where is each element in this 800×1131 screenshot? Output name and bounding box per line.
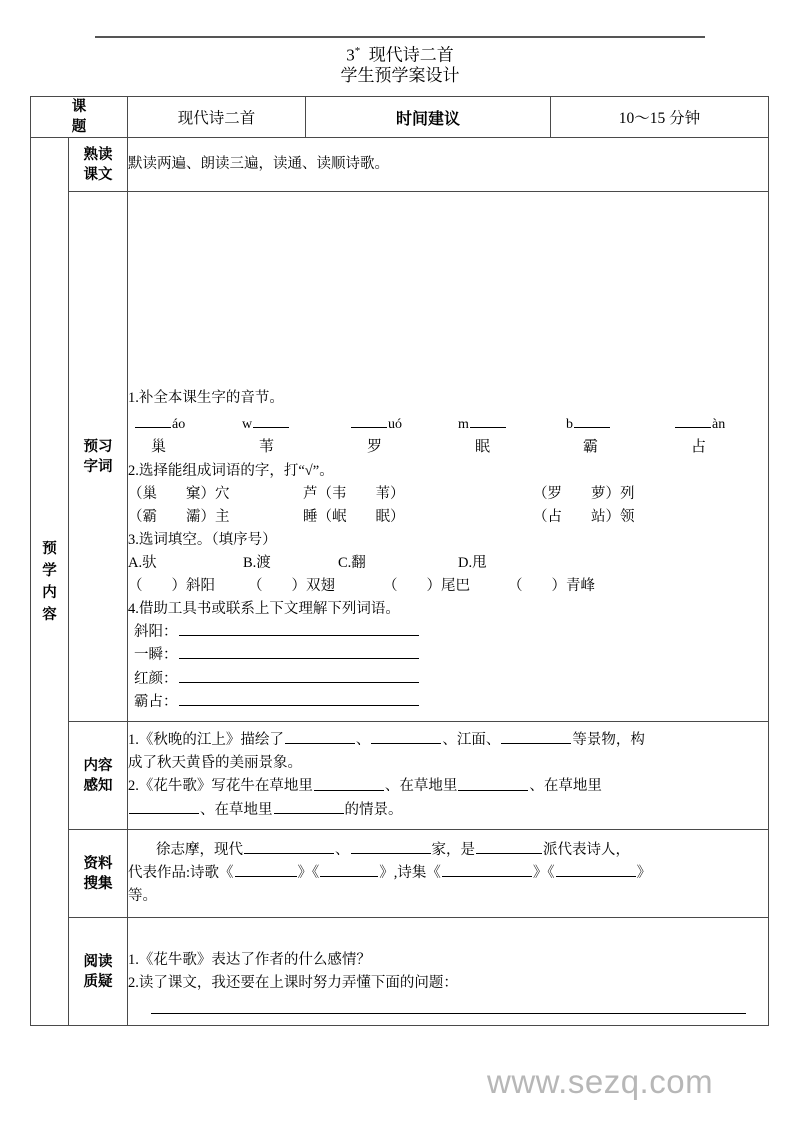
comp-q1-part-b: 、	[355, 732, 371, 749]
q4-word-1: 斜阳：	[134, 624, 178, 641]
section-label-read-aloud	[69, 138, 128, 192]
vocabulary-label-2: 字词	[83, 458, 113, 475]
q3-blank-3[interactable]: （ ）尾巴	[383, 578, 470, 594]
q2-r1-c2: 芦（韦 苇）	[303, 486, 405, 502]
materials-line-2	[128, 862, 768, 885]
comp-q2-blank-4[interactable]	[274, 799, 344, 814]
section-label-materials	[69, 830, 128, 918]
read-aloud-text: 默读两遍、朗读三遍，读通、读顺诗歌。	[128, 156, 389, 172]
questioning-answer-blank[interactable]	[151, 999, 746, 1014]
comp-q1-part-c: 、江面、	[442, 732, 501, 749]
table-row-materials	[31, 830, 769, 918]
comprehension-label-1: 内容	[83, 757, 113, 774]
vlabel-char-3: 内	[42, 584, 57, 601]
pinyin-item-6: àn	[674, 413, 725, 436]
q3-blank-4[interactable]: （ ）青峰	[508, 578, 595, 594]
materials-content	[128, 830, 769, 918]
section-label-questioning	[69, 918, 128, 1026]
comprehension-content	[128, 722, 769, 830]
lesson-number: 3	[346, 45, 355, 65]
table-row-read-aloud	[31, 138, 769, 192]
q2-r2-c1: （霸 灞）主	[128, 509, 230, 525]
questioning-label-1: 阅读	[83, 953, 113, 970]
comp-q2-part-d: 、在草地里	[200, 801, 273, 818]
vocab-q4-line-3	[128, 667, 768, 690]
read-aloud-label-1: 熟读	[83, 146, 113, 163]
comp-q2-part-e: 的情景。	[344, 801, 403, 818]
mat-l2-part-b: 》《	[297, 865, 320, 882]
comprehension-q2-cont	[128, 799, 768, 822]
topic-label-char-1: 课	[71, 99, 87, 115]
comp-q2-blank-1[interactable]	[314, 775, 384, 790]
q3-blank-2[interactable]: （ ）双翅	[248, 578, 335, 594]
vocabulary-content	[128, 192, 769, 722]
mat-l2-part-e: 》	[636, 865, 652, 882]
pinyin-item-1: áo	[134, 413, 185, 436]
q4-answer-blank-4[interactable]	[179, 691, 419, 706]
q3-option-b: B.渡	[243, 555, 271, 571]
hanzi-item-4: 眠	[475, 439, 491, 455]
comp-q1-blank-2[interactable]	[371, 729, 441, 744]
mat-l1-part-b: 、	[335, 842, 350, 858]
vocab-q3-blanks	[128, 575, 768, 598]
vocab-q3-options	[128, 552, 768, 575]
q4-word-4: 霸占：	[134, 693, 178, 710]
read-aloud-label-2: 课文	[83, 166, 113, 183]
header-rule	[95, 36, 705, 38]
q4-answer-blank-1[interactable]	[179, 621, 419, 636]
pinyin-item-2: w	[242, 413, 290, 436]
q2-r2-c3: （占 站）领	[533, 509, 635, 525]
comp-q1-part-a: 1.《秋晚的江上》描绘了	[128, 732, 284, 749]
questioning-answer-line-wrap	[128, 995, 768, 1022]
mat-blank-2[interactable]	[351, 839, 431, 854]
vocabulary-label-1: 预习	[83, 438, 113, 455]
materials-line-1	[128, 839, 768, 862]
vlabel-char-4: 容	[42, 606, 57, 623]
vertical-label-stack	[31, 538, 68, 626]
comprehension-q1-cont: 成了秋天黄昏的美丽景象。	[128, 755, 302, 772]
mat-l2-part-c: 》,诗集《	[379, 865, 441, 882]
vlabel-char-1: 预	[42, 540, 57, 557]
pinyin-syllable-row	[128, 412, 768, 436]
topic-value-cell: 现代诗二首	[128, 97, 306, 138]
mat-l1-part-c: 家，是	[431, 842, 475, 858]
q3-option-a: A.驮	[128, 555, 157, 571]
vocabulary-top-spacer	[128, 192, 768, 387]
vocab-q2-row-1	[128, 483, 768, 506]
vertical-label-preview-content	[31, 138, 69, 1026]
hanzi-item-5: 霸	[583, 439, 599, 455]
time-label-cell: 时间建议	[306, 97, 551, 138]
vocab-q2-title: 2.选择能组成词语的字，打“√”。	[128, 463, 334, 479]
read-aloud-content	[128, 138, 769, 192]
section-label-comprehension	[69, 722, 128, 830]
table-row-vocabulary	[31, 192, 769, 722]
comp-q2-blank-3[interactable]	[129, 799, 199, 814]
vocab-q4-title: 4.借助工具书或联系上下文理解下列词语。	[128, 601, 400, 617]
table-row-questioning	[31, 918, 769, 1026]
hanzi-item-6: 占	[691, 439, 707, 455]
pinyin-item-3: uó	[350, 413, 402, 436]
hanzi-item-2: 苇	[259, 439, 275, 455]
vlabel-char-2: 学	[42, 562, 57, 579]
mat-l2-part-a: 代表作品:诗歌《	[128, 865, 234, 882]
table-row-comprehension	[31, 722, 769, 830]
site-watermark: www.sezq.com	[487, 1063, 714, 1100]
comprehension-label-2: 感知	[83, 777, 113, 794]
page-subtitle: 学生预学案设计	[340, 66, 460, 85]
materials-label-2: 搜集	[83, 875, 113, 892]
mat-blank-6[interactable]	[442, 862, 532, 877]
materials-label-1: 资料	[83, 855, 113, 872]
comp-q2-part-a: 2.《花牛歌》写花牛在草地里	[128, 778, 313, 795]
comp-q2-blank-2[interactable]	[458, 775, 528, 790]
table-row-topic	[31, 97, 769, 138]
comprehension-q1	[128, 729, 768, 752]
q4-word-3: 红颜：	[134, 670, 178, 687]
worksheet-table	[30, 96, 769, 1026]
topic-label-char-2: 题	[71, 119, 87, 135]
q2-r2-c2: 睡（岷 眠）	[303, 509, 405, 525]
q4-answer-blank-2[interactable]	[179, 644, 419, 659]
comprehension-q2	[128, 775, 768, 798]
comp-q1-blank-3[interactable]	[501, 729, 571, 744]
vocab-q1-title: 1.补全本课生字的音节。	[128, 390, 284, 406]
q3-blank-1[interactable]: （ ）斜阳	[128, 578, 215, 594]
questioning-q2: 2.读了课文，我还要在上课时努力弄懂下面的问题：	[128, 974, 458, 991]
mat-blank-1[interactable]	[244, 839, 334, 854]
questioning-content	[128, 918, 769, 1026]
topic-label-cell	[31, 97, 128, 138]
mat-l2-part-d: 》《	[532, 865, 555, 882]
section-label-vocabulary	[69, 192, 128, 722]
q3-option-d: D.甩	[458, 555, 487, 571]
questioning-label-2: 质疑	[83, 973, 113, 990]
questioning-top-spacer	[128, 921, 768, 949]
vocab-q4-line-4	[128, 691, 768, 714]
q3-option-c: C.翻	[338, 555, 366, 571]
questioning-q1: 1.《花牛歌》表达了作者的什么感情？	[128, 951, 371, 968]
comp-q1-blank-1[interactable]	[285, 729, 355, 744]
q4-word-2: 一瞬：	[134, 647, 178, 664]
mat-blank-4[interactable]	[235, 862, 297, 877]
comp-q2-part-c: 、在草地里	[529, 778, 602, 795]
mat-l1-part-a: 徐志摩，现代	[156, 842, 243, 858]
pinyin-item-4: m	[458, 413, 507, 436]
materials-line-3: 等。	[128, 888, 157, 905]
hanzi-item-1: 巢	[151, 439, 167, 455]
vocab-q2-row-2	[128, 506, 768, 529]
q2-r1-c1: （巢 窠）穴	[128, 486, 230, 502]
pinyin-hanzi-row	[128, 436, 768, 460]
hanzi-item-3: 罗	[367, 439, 383, 455]
q4-answer-blank-3[interactable]	[179, 667, 419, 682]
pinyin-item-5: b	[566, 413, 611, 436]
mat-blank-5[interactable]	[320, 862, 378, 877]
mat-blank-7[interactable]	[556, 862, 636, 877]
time-value-cell: 10～15 分钟	[551, 97, 769, 138]
vocab-q4-line-1	[128, 621, 768, 644]
page-title	[30, 40, 770, 67]
mat-l1-part-d: 派代表诗人，	[543, 842, 630, 858]
lesson-title: 现代诗二首	[368, 45, 454, 65]
comp-q1-part-d: 等景物，构	[572, 732, 645, 749]
vocab-q3-title: 3.选词填空。（填序号）	[128, 532, 277, 548]
lesson-star: *	[354, 45, 361, 57]
vocab-q4-line-2	[128, 644, 768, 667]
comp-q2-part-b: 、在草地里	[384, 778, 458, 795]
q2-r1-c3: （罗 萝）列	[533, 486, 635, 502]
mat-blank-3[interactable]	[476, 839, 542, 854]
